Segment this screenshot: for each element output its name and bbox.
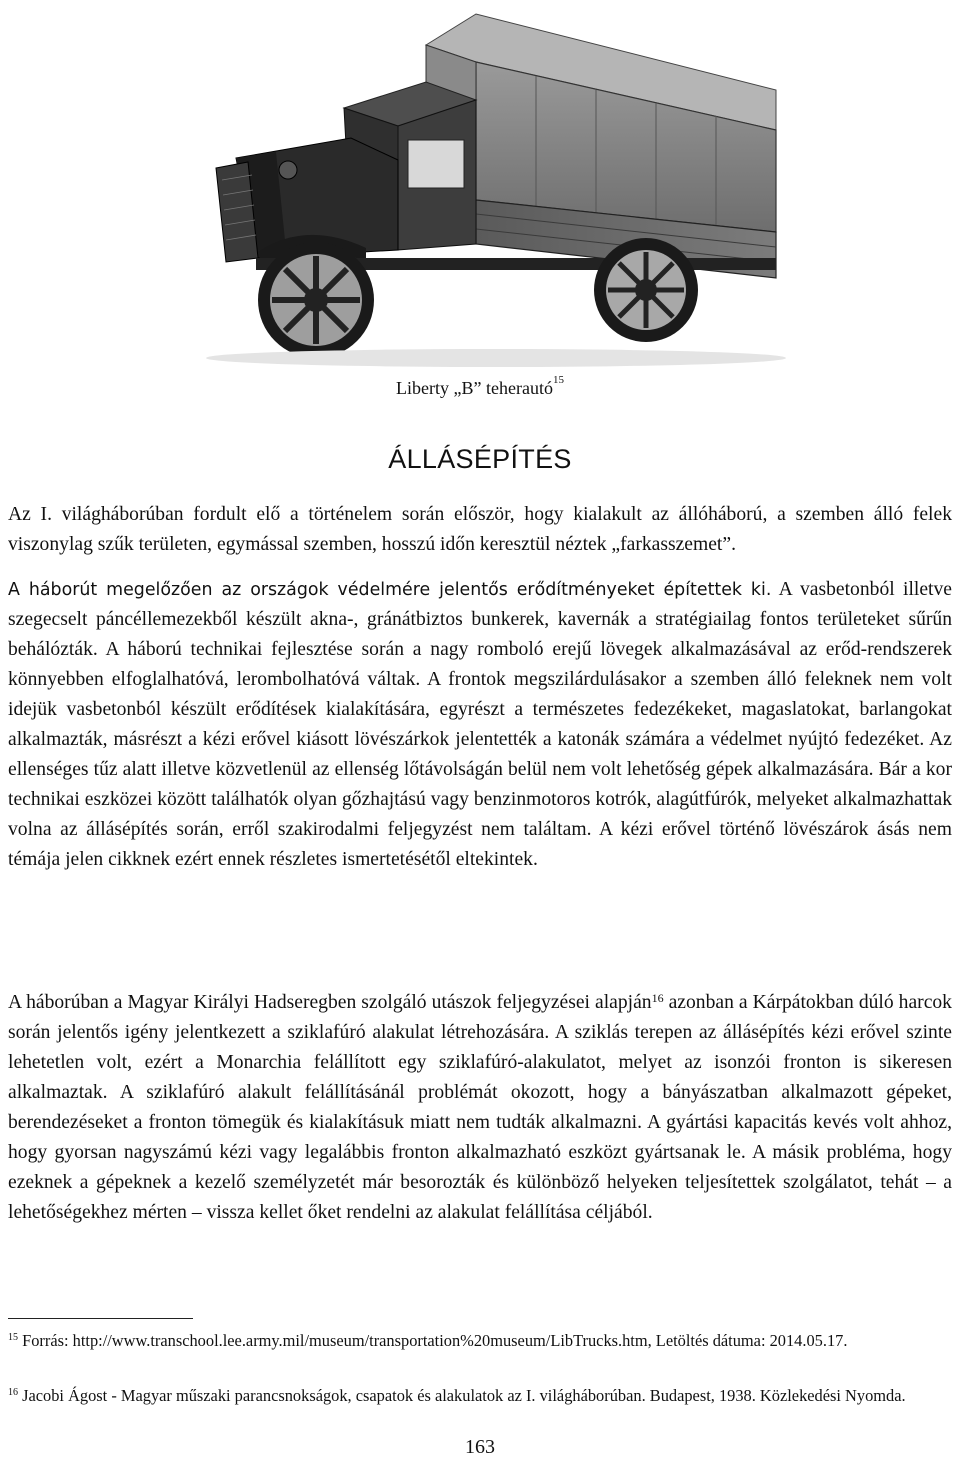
paragraph-2-body: A vasbetonból illetve szegecselt páncéllemezekből készült akna-, gránátbiztos bunkerek, kavernák a stratégiailag fontos területeket sűrűn behálózták. A háború technikai fejlesztése során a nagy romboló erejű lövegek alkalmazásával az erőd-rendszerek könnyebben elfoglalhatóvá, lerombolhatóvá váltak. A frontok megszilárdulásakor a szemben álló feleknek nem volt idejük vasbetonból készült erődítések kialakítására, egyrészt a természetes fedezékeket, magaslatokat, barlangokat alkalmazták, másrészt a kézi erővel kiásott lövészárkok jelentették a katonák számára a védelmet nyújtó fedezéket. Az ellenséges tűz alatt illetve közvetlenül az ellenség lőtávolságán belül nem volt lehetőség gépek alkalmazására. Bár a kor technikai eszközei között találhatók olyan gőzhajtású vagy benzinmotoros kotrók, alagútfúrók, melyeket alkalmazhattak volna az állásépítés során, erről szakirodalmi feljegyzést nem találtam. A kézi erővel történő lövészárok ásás nem témája jelen cikknek ezért ennek részletes ismertetésétől eltekintek.	[8, 579, 952, 870]
footnote-15	[8, 1330, 952, 1352]
caption-text: Liberty „B” teherautó	[396, 378, 553, 398]
paragraph-3	[8, 988, 952, 1228]
footnote-16	[8, 1385, 952, 1407]
paragraph-2-lead: A háborút megelőzően az országok védelmére jelentős erődítményeket építettek ki.	[8, 580, 772, 600]
paragraph-3-body: azonban a Kárpátokban dúló harcok során jelentős igény jelentkezett a sziklafúró alakulat létrehozására. A sziklás terepen az állásépítés kézi erővel szinte lehetetlen volt, ezért a Monarchia felállított egy sziklafúró-alakulatot, melyet az isonzói fronton is sikeresen alkalmaztak. A sziklafúró alakult felállításánál problémát okozott, hogy a bányászatban alkalmazott gépeket, berendezéseket a fronton tömegük és kialakításuk miatt nem tudták alkalmazni. A gyártási kapacitás kevés volt ahhoz, hogy gyorsan nagyszámú kézi vagy legalábbis fronton alkalmazható eszközt gyártsanak le. A másik probléma, hogy ezeknek a gépeknek a kezelő személyzetét már besorozták és különböző helyeken teljesítettek szolgálatot, tehát – a lehetőségekhez mérten – vissza kellet őket rendelni az alakulat felállítása céljából.	[8, 992, 952, 1223]
footnote-number: 15	[8, 1332, 18, 1343]
footnote-number: 16	[8, 1387, 18, 1398]
footnote-divider	[8, 1318, 193, 1319]
paragraph-1: Az I. világháborúban fordult elő a történelem során először, hogy kialakult az állóháború, a szemben álló felek viszonylag szűk területen, egymással szemben, hosszú időn keresztül néztek „farkasszemet”.	[8, 504, 952, 555]
footnote-text: Jacobi Ágost - Magyar műszaki parancsnokságok, csapatok és alakulatok az I. világháborúban. Budapest, 1938. Közlekedési Nyomda.	[22, 1386, 906, 1405]
page-number: 163	[465, 1436, 495, 1458]
paragraph-3-footnote-ref: 16	[651, 991, 664, 1005]
paragraph-3-lead: A háborúban a Magyar Királyi Hadseregben szolgáló utászok feljegyzései alapján	[8, 992, 652, 1013]
caption-footnote-ref: 15	[552, 374, 564, 386]
truck-photo	[176, 0, 788, 372]
section-heading: ÁLLÁSÉPÍTÉS	[388, 444, 572, 474]
paragraph-2	[8, 575, 952, 875]
footnote-text: Forrás: http://www.transchool.lee.army.mil/museum/transportation%20museum/LibTrucks.htm, Letöltés dátuma: 2014.05.17.	[22, 1331, 848, 1350]
figure-caption	[0, 374, 960, 399]
